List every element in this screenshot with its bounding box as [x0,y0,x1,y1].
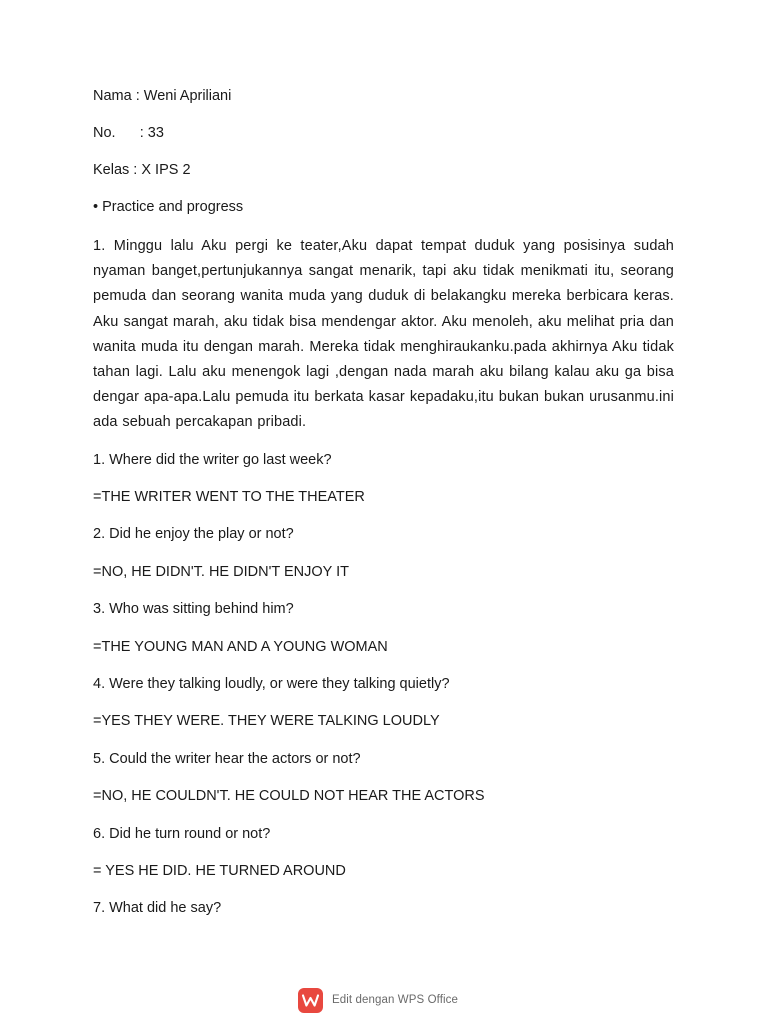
section-heading: • Practice and progress [93,199,244,215]
story-paragraph: 1. Minggu lalu Aku pergi ke teater,Aku dapat tempat duduk yang posisinya sudah nyaman banget,pertunjukannya sangat menarik, tapi aku tidak menikmati itu, seorang pemuda dan seorang wanita muda yang duduk di belakangku mereka berbicara keras. Aku sangat marah, aku tidak bisa mendengar aktor. Aku menoleh, aku melihat pria dan wanita muda itu dengan marah. Mereka tidak menghiraukanku.pada akhirnya Aku tidak tahan lagi. Lalu aku menengok lagi ,dengan nada marah aku bilang kalau aku ga bisa dengar apa-apa.Lalu pemuda itu berkata kasar kepadaku,itu bukan bukan urusanmu.ini ada sebuah percakapan pribadi. [93,238,674,431]
answer-2: =NO, HE DIDN'T. HE DIDN'T ENJOY IT [93,563,349,580]
student-class: Kelas : X IPS 2 [93,162,191,178]
wps-edit-footer[interactable] [298,988,458,1012]
answer-4: =YES THEY WERE. THEY WERE TALKING LOUDLY [93,713,440,730]
student-number: No. : 33 [93,125,164,141]
question-5: 5. Could the writer hear the actors or not? [93,750,361,767]
wps-edit-link[interactable]: Edit dengan WPS Office [332,994,458,1006]
question-4: 4. Were they talking loudly, or were they talking quietly? [93,675,450,692]
answer-1: =THE WRITER WENT TO THE THEATER [93,489,365,506]
question-3: 3. Who was sitting behind him? [93,601,294,618]
answer-6: = YES HE DID. HE TURNED AROUND [93,862,346,879]
wps-w-glyph-icon [302,994,319,1007]
document-page [93,86,674,936]
wps-office-logo-icon[interactable] [298,988,323,1013]
question-6: 6. Did he turn round or not? [93,825,271,842]
answer-5: =NO, HE COULDN'T. HE COULD NOT HEAR THE ACTORS [93,788,485,805]
question-2: 2. Did he enjoy the play or not? [93,526,294,543]
question-1: 1. Where did the writer go last week? [93,451,332,468]
answer-3: =THE YOUNG MAN AND A YOUNG WOMAN [93,638,388,655]
question-7: 7. What did he say? [93,900,222,917]
student-name: Nama : Weni Apriliani [93,88,232,104]
